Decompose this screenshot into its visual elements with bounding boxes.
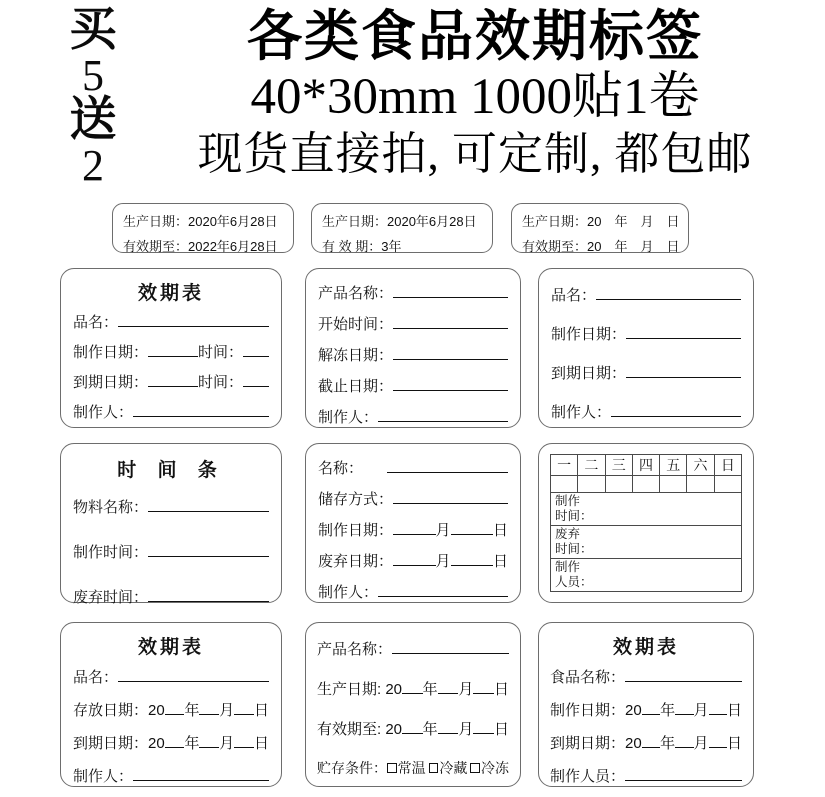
field-cell-maker[interactable] xyxy=(551,559,742,592)
field-underline[interactable] xyxy=(473,679,494,694)
field-label: 制作时间： xyxy=(73,544,149,561)
mini-label-2 xyxy=(311,203,493,253)
field-label-year: 年 xyxy=(422,681,438,698)
weekday-blank-cell[interactable] xyxy=(714,476,741,493)
field-underline[interactable] xyxy=(378,407,508,422)
field-label: 食品名称： xyxy=(550,669,626,686)
field-underline[interactable] xyxy=(148,342,198,357)
field-label-month: 月 xyxy=(458,681,474,698)
field-label-line1: 制作 xyxy=(555,560,581,574)
field-underline[interactable] xyxy=(393,551,435,566)
field-row xyxy=(318,406,508,427)
storage-condition-label: 贮存条件： xyxy=(317,760,387,776)
field-label: 制作人： xyxy=(551,404,612,421)
field-underline[interactable] xyxy=(393,345,508,360)
promo-header xyxy=(0,0,825,192)
field-row xyxy=(73,311,269,332)
field-row xyxy=(73,699,269,720)
field-underline[interactable] xyxy=(148,497,269,512)
promo-char-4: 2 xyxy=(82,141,104,190)
field-row xyxy=(318,375,508,396)
weekday-blank-row xyxy=(551,476,742,493)
field-underline[interactable] xyxy=(165,733,185,748)
title-promo-line: 现货直接拍, 可定制, 都包邮 xyxy=(197,129,753,179)
field-label: 存放日期：20 xyxy=(73,702,165,719)
field-underline[interactable] xyxy=(626,363,741,378)
field-cell-make-time[interactable] xyxy=(551,493,742,526)
field-row xyxy=(73,666,269,687)
field-label-day: 日 xyxy=(726,735,742,752)
field-label: 到期日期： xyxy=(73,374,149,391)
field-row xyxy=(551,323,741,344)
field-row xyxy=(551,284,741,305)
field-underline[interactable] xyxy=(642,700,660,715)
field-row xyxy=(73,496,269,517)
field-underline[interactable] xyxy=(199,700,219,715)
field-underline[interactable] xyxy=(199,733,219,748)
label-title: 效期表 xyxy=(137,637,204,658)
field-underline[interactable] xyxy=(393,376,508,391)
field-label-line1: 废弃 xyxy=(555,527,581,541)
field-label-line2: 时间： xyxy=(555,542,593,556)
weekday-cell-mon[interactable]: 一 xyxy=(551,455,578,476)
weekday-blank-cell[interactable] xyxy=(660,476,687,493)
field-underline[interactable] xyxy=(675,733,693,748)
weekday-cell-thu[interactable]: 四 xyxy=(632,455,659,476)
field-underline[interactable] xyxy=(234,733,254,748)
field-label: 制作日期：20 xyxy=(550,702,642,719)
field-label: 制作日期： xyxy=(318,522,394,539)
mini-label-2-line-1: 生产日期：2020年6月28日 xyxy=(322,214,477,229)
field-underline[interactable] xyxy=(438,719,459,734)
field-label-mid: 时间： xyxy=(198,374,244,391)
field-label: 制作人员： xyxy=(550,768,626,785)
field-label-month: 月 xyxy=(693,735,709,752)
table-field-row xyxy=(551,559,742,592)
checkbox-refrigerated[interactable] xyxy=(429,763,439,773)
field-label-year: 年 xyxy=(660,702,676,719)
field-row xyxy=(550,666,742,687)
field-underline[interactable] xyxy=(402,679,423,694)
field-label: 储存方式： xyxy=(318,491,394,508)
field-label-month: 月 xyxy=(435,553,451,570)
field-label-year: 年 xyxy=(660,735,676,752)
field-underline[interactable] xyxy=(451,551,493,566)
field-row xyxy=(318,282,508,303)
field-row xyxy=(551,362,741,383)
field-label: 产品名称： xyxy=(317,641,393,658)
field-label-day: 日 xyxy=(726,702,742,719)
field-label-day: 日 xyxy=(493,553,509,570)
field-label-year: 年 xyxy=(422,721,438,738)
field-label: 名称： xyxy=(318,460,364,477)
field-label-month: 月 xyxy=(219,702,235,719)
field-label: 截止日期： xyxy=(318,378,394,395)
mini-label-1-line-1: 生产日期：2020年6月28日 xyxy=(123,214,278,229)
field-underline[interactable] xyxy=(378,582,508,597)
field-underline[interactable] xyxy=(402,719,423,734)
field-row xyxy=(550,699,742,720)
field-label-month: 月 xyxy=(219,735,235,752)
field-underline[interactable] xyxy=(392,639,509,654)
mini-label-1 xyxy=(112,203,294,253)
field-label-day: 日 xyxy=(253,702,269,719)
weekday-cell-sun[interactable]: 日 xyxy=(714,455,741,476)
label-card-product-thaw xyxy=(305,268,521,428)
field-underline[interactable] xyxy=(118,667,269,682)
field-underline[interactable] xyxy=(133,766,269,781)
field-row xyxy=(73,341,269,362)
field-underline[interactable] xyxy=(596,285,741,300)
weekday-blank-cell[interactable] xyxy=(551,476,578,493)
field-label: 到期日期：20 xyxy=(550,735,642,752)
field-label-year: 年 xyxy=(184,735,200,752)
field-label-day: 日 xyxy=(253,735,269,752)
table-field-row xyxy=(551,493,742,526)
table-field-row xyxy=(551,526,742,559)
field-underline[interactable] xyxy=(148,372,198,387)
field-underline[interactable] xyxy=(675,700,693,715)
mini-label-3-line-2: 有效期至：20 年 月 日 xyxy=(522,239,680,254)
field-row xyxy=(550,732,742,753)
field-row xyxy=(318,519,508,540)
field-row xyxy=(73,541,269,562)
field-label: 制作日期： xyxy=(551,326,627,343)
field-label-month: 月 xyxy=(435,522,451,539)
field-label: 物料名称： xyxy=(73,499,149,516)
field-row xyxy=(551,401,741,422)
weekday-blank-cell[interactable] xyxy=(578,476,605,493)
title-spec-line: 40*30mm 1000贴1卷 xyxy=(250,69,700,125)
field-label: 解冻日期： xyxy=(318,347,394,364)
field-underline[interactable] xyxy=(243,372,269,387)
field-label: 制作日期： xyxy=(73,344,149,361)
field-underline[interactable] xyxy=(611,402,741,417)
field-label: 制作人： xyxy=(318,409,379,426)
field-label-day: 日 xyxy=(493,522,509,539)
storage-option-label: 常温 xyxy=(397,760,426,776)
label-card-xiaoqibiao-1 xyxy=(60,268,282,428)
label-card-chucun xyxy=(305,443,521,603)
weekday-cell-sat[interactable]: 六 xyxy=(687,455,714,476)
mini-label-3 xyxy=(511,203,689,253)
field-label-year: 年 xyxy=(184,702,200,719)
field-underline[interactable] xyxy=(642,733,660,748)
field-underline[interactable] xyxy=(393,520,435,535)
field-row xyxy=(73,732,269,753)
weekday-table xyxy=(550,454,742,592)
label-card-pinming xyxy=(538,268,754,428)
label-card-shijiantiao xyxy=(60,443,282,606)
field-label: 品名： xyxy=(551,287,597,304)
field-underline[interactable] xyxy=(709,733,727,748)
field-row xyxy=(73,401,269,422)
label-card-storage-conditions xyxy=(305,622,521,787)
label-card-xiaoqibiao-3 xyxy=(538,622,754,787)
field-label: 到期日期： xyxy=(551,365,627,382)
storage-option-label: 冷藏 xyxy=(439,760,468,776)
promo-char-1: 买 xyxy=(69,4,117,56)
field-underline[interactable] xyxy=(148,542,269,557)
weekday-cell-fri[interactable]: 五 xyxy=(660,455,687,476)
label-title: 效期表 xyxy=(137,283,204,304)
title-block xyxy=(135,6,815,182)
field-underline[interactable] xyxy=(709,700,727,715)
field-label: 品名： xyxy=(73,314,119,331)
field-label-month: 月 xyxy=(693,702,709,719)
field-label: 生产日期: 20 xyxy=(317,681,403,698)
page-title: 各类食品效期标签 xyxy=(246,6,703,67)
field-row xyxy=(318,550,508,571)
field-underline[interactable] xyxy=(393,314,508,329)
field-row xyxy=(318,581,508,602)
promo-char-2: 5 xyxy=(82,51,104,100)
field-cell-discard-time[interactable] xyxy=(551,526,742,559)
field-label: 开始时间： xyxy=(318,316,394,333)
weekday-blank-cell[interactable] xyxy=(605,476,632,493)
field-label: 废弃时间： xyxy=(73,589,149,606)
weekday-cell-wed[interactable]: 三 xyxy=(605,455,632,476)
promo-vertical-text xyxy=(56,4,130,190)
field-label: 废弃日期： xyxy=(318,553,394,570)
field-underline[interactable] xyxy=(451,520,493,535)
field-underline[interactable] xyxy=(243,342,269,357)
field-underline[interactable] xyxy=(387,458,508,473)
field-label-line2: 人员： xyxy=(555,575,593,589)
field-label-mid: 时间： xyxy=(198,344,244,361)
field-underline[interactable] xyxy=(438,679,459,694)
field-label: 产品名称： xyxy=(318,285,394,302)
weekday-cell-tue[interactable]: 二 xyxy=(578,455,605,476)
field-underline[interactable] xyxy=(625,766,742,781)
mini-label-3-line-1: 生产日期：20 年 月 日 xyxy=(522,214,680,229)
field-underline[interactable] xyxy=(626,324,741,339)
field-label: 制作人： xyxy=(73,768,134,785)
weekday-blank-cell[interactable] xyxy=(687,476,714,493)
field-label: 制作人： xyxy=(73,404,134,421)
field-label: 到期日期：20 xyxy=(73,735,165,752)
field-label: 品名： xyxy=(73,669,119,686)
promo-char-3: 送 xyxy=(69,94,117,146)
field-label-day: 日 xyxy=(493,721,509,738)
weekday-blank-cell[interactable] xyxy=(632,476,659,493)
storage-option-label: 冷冻 xyxy=(481,760,510,776)
field-label-month: 月 xyxy=(458,721,474,738)
checkbox-room-temp[interactable] xyxy=(387,763,397,773)
field-underline[interactable] xyxy=(118,312,269,327)
field-underline[interactable] xyxy=(393,283,508,298)
field-label-line2: 时间： xyxy=(555,509,593,523)
field-row xyxy=(318,313,508,334)
mini-label-1-line-2: 有效期至：2022年6月28日 xyxy=(123,239,278,254)
field-row xyxy=(317,718,509,739)
storage-condition-row xyxy=(317,758,509,778)
field-row xyxy=(317,678,509,699)
mini-label-2-line-2: 有 效 期：3年 xyxy=(322,239,402,254)
field-row xyxy=(318,457,508,478)
field-label: 制作人： xyxy=(318,584,379,601)
weekday-header-row xyxy=(551,455,742,476)
field-label: 有效期至: 20 xyxy=(317,721,403,738)
label-card-xiaoqibiao-2 xyxy=(60,622,282,787)
field-label-line1: 制作 xyxy=(555,494,581,508)
field-row xyxy=(318,488,508,509)
label-card-weekday-table xyxy=(538,443,754,603)
field-underline[interactable] xyxy=(393,489,508,504)
field-underline[interactable] xyxy=(148,587,269,602)
label-title: 时 间 条 xyxy=(117,460,225,481)
field-underline[interactable] xyxy=(473,719,494,734)
field-underline[interactable] xyxy=(133,402,269,417)
label-title: 效期表 xyxy=(612,637,679,658)
field-label-day: 日 xyxy=(493,681,509,698)
field-row xyxy=(318,344,508,365)
field-row xyxy=(317,638,509,659)
field-underline[interactable] xyxy=(625,667,742,682)
checkbox-frozen[interactable] xyxy=(470,763,480,773)
field-underline[interactable] xyxy=(165,700,185,715)
field-underline[interactable] xyxy=(234,700,254,715)
field-row xyxy=(550,765,742,786)
field-row xyxy=(73,765,269,786)
field-row xyxy=(73,371,269,392)
field-row xyxy=(73,586,269,607)
